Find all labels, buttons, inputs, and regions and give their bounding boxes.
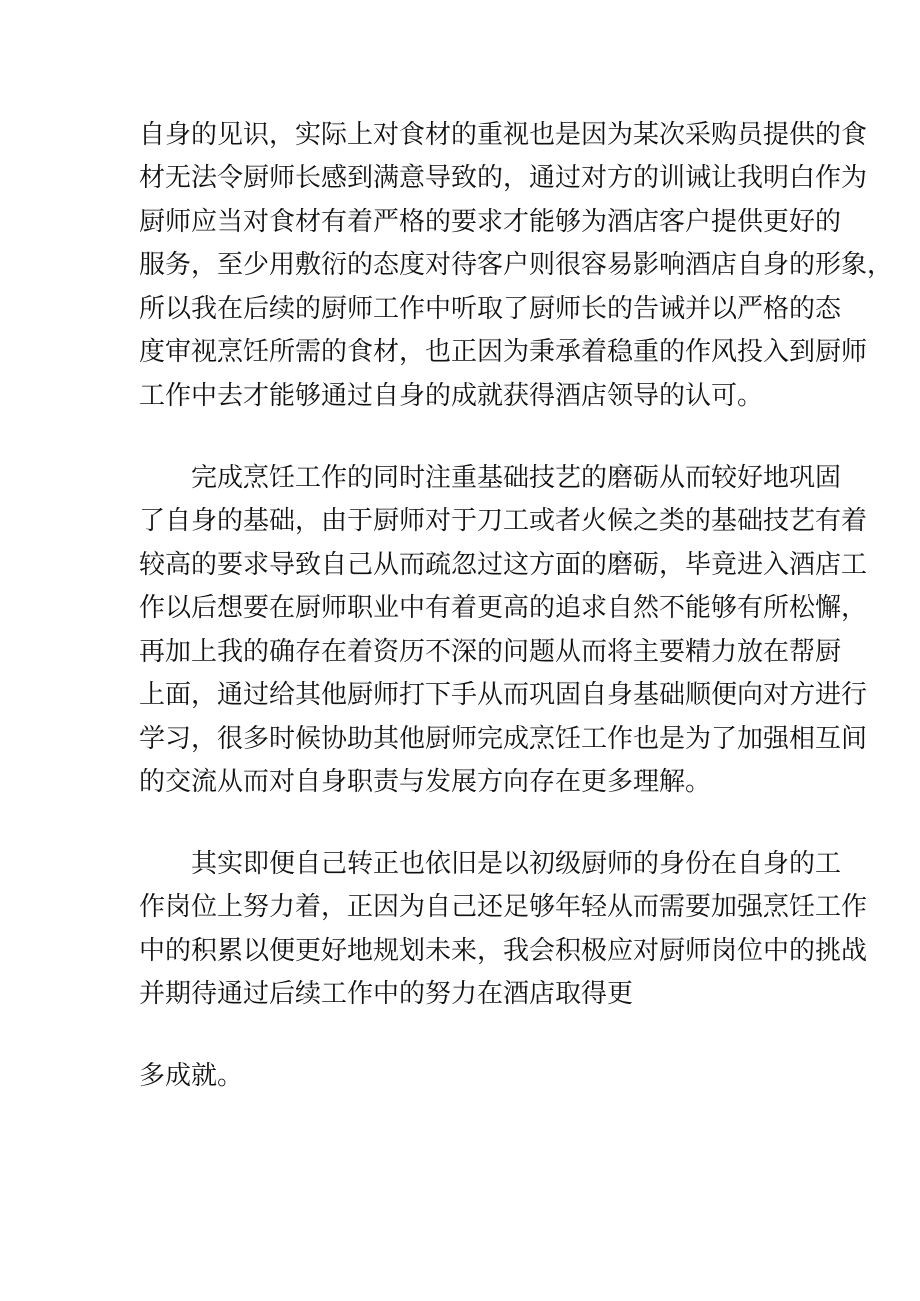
text-line: 并期待通过后续工作中的努力在酒店取得更 [139,979,634,1009]
text-line: 厨师应当对食材有着严格的要求才能够为酒店客户提供更好的 [139,207,842,237]
text-line: 度审视烹饪所需的食材，也正因为秉承着稳重的作风投入到厨师 [139,337,868,367]
text-line: 较高的要求导致自己从而疏忽过这方面的磨砺，毕竟进入酒店工 [139,550,868,580]
text-line: 了自身的基础，由于厨师对于刀工或者火候之类的基础技艺有着 [139,506,868,536]
text-line: 材无法令厨师长感到满意导致的，通过对方的训诫让我明白作为 [139,163,868,193]
text-line: 作以后想要在厨师职业中有着更高的追求自然不能够有所松懈， [139,593,868,623]
text-line: 学习，很多时候协助其他厨师完成烹饪工作也是为了加强相互间 [139,724,868,754]
text-line: 服务，至少用敷衍的态度对待客户则很容易影响酒店自身的形象， [139,250,894,280]
text-line: 作岗位上努力着，正因为自己还足够年轻从而需要加强烹饪工作 [139,892,868,922]
text-line: 自身的见识，实际上对食材的重视也是因为某次采购员提供的食 [139,120,868,150]
text-line: 多成就。 [139,1061,244,1091]
text-line: 完成烹饪工作的同时注重基础技艺的磨砺从而较好地巩固 [191,463,842,493]
text-line: 所以我在后续的厨师工作中听取了厨师长的告诫并以严格的态 [139,294,842,324]
text-line: 的交流从而对自身职责与发展方向存在更多理解。 [139,767,712,797]
text-line: 上面，通过给其他厨师打下手从而巩固自身基础顺便向对方进行 [139,680,868,710]
text-line: 工作中去才能够通过自身的成就获得酒店领导的认可。 [139,381,764,411]
text-line: 其实即便自己转正也依旧是以初级厨师的身份在自身的工 [191,849,842,879]
text-line: 再加上我的确存在着资历不深的问题从而将主要精力放在帮厨 [139,637,842,667]
text-line: 中的积累以便更好地规划未来，我会积极应对厨师岗位中的挑战 [139,936,868,966]
